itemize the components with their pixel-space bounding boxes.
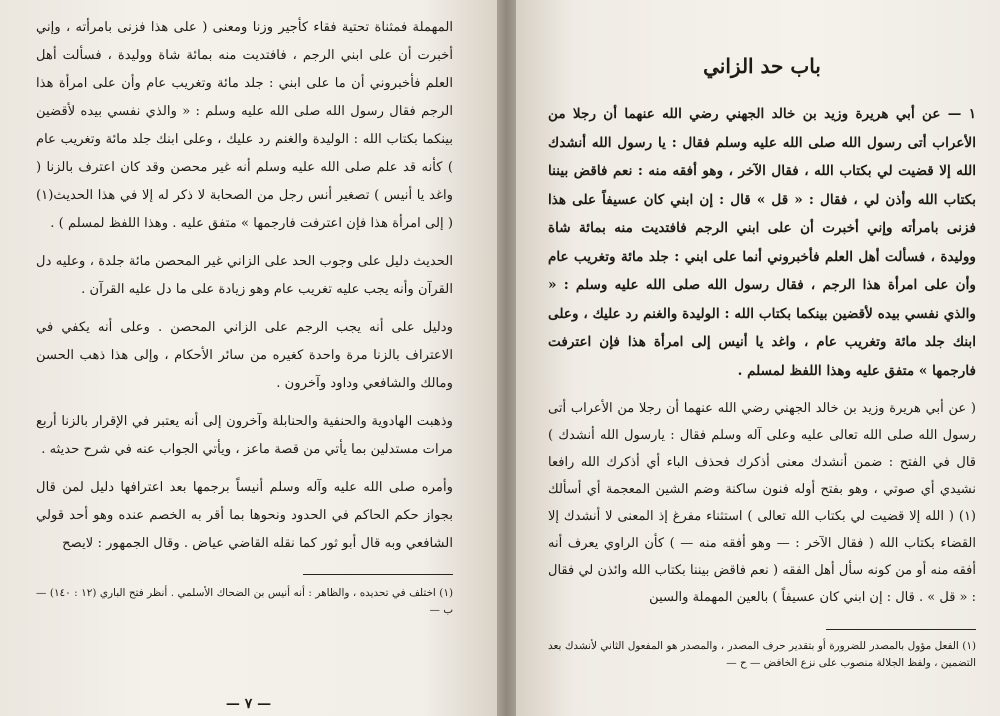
commentary-paragraph: ( عن أبي هريرة وزيد بن خالد الجهني رضي الله عنهما أن رجلا من الأعراب أتى رسول الله صلى الله تعالى عليه وعلى آله وسلم فقال : يارسول الله أنشدك ) قال في الفتح : ضمن أنشدك معنى أذكرك فحذف الباء أي أذكرك الله رافعا نشيدي أي صوتي ، وهو بفتح أوله فنون ساكنة وضم الشين المعجمة أي أسألك (١) ( الله إلا قضيت لي بكتاب الله تعالى ) استثناء مفرغ إذ المعنى لا أنشدك إلا القضاء بكتاب الله ( فقال الآخر : — وهو أفقه منه — ) كأن الراوي يعرف أنه أفقه منه أو من كونه سأل أهل الفقه ( نعم فاقض بيننا بكتاب الله وائذن لي فقال : « قل » . قال : إن ابني كان عسيفاً ) بالعين المهملة والسين [548,401,976,605]
left-paragraph: الحديث دليل على وجوب الحد على الزاني غير المحصن مائة جلدة ، وعليه دل القرآن وأنه يجب عليه تغريب عام وهو زيادة على ما دل عليه القرآن . [36,254,453,297]
hadith-text: ١ — عن أبي هريرة وزيد بن خالد الجهني رضي الله عنهما أن رجلا من الأعراب أتى رسول الله صلى الله عليه وسلم فقال : يا رسول الله أنشدك الله إلا قضيت لي بكتاب الله ، فقال الآخر ، وهو أفقه منه : نعم فاقض بيننا بكتاب الله وأذن لي ، فقال : « قل » قال : إن ابني كان عسيفاً على هذا فزنى بامرأته وإني أخبرت أن على ابني الرجم فافتديت منه بمائة شاة ووليدة ، فسألت أهل العلم فأخبروني أنما على ابني : جلد مائة وتغريب عام وأن على امرأة هذا الرجم ، فقال رسول الله صلى الله عليه وسلم : « والذي نفسي بيده لأقضين بينكما بكتاب الله : الوليدة والغنم رد عليك ، وعلى ابنك جلد مائة وتغريب عام ، واغد يا أنيس إلى امرأة هذا فإن اعترفت فارجمها » متفق عليه وهذا اللفظ لمسلم . [548,106,976,379]
left-page [0,0,497,716]
left-footnote: (١) اختلف في تحديده ، والظاهر : أنه أنيس بن الضحاك الأسلمي . أنظر فتح الباري (١٢ : ١٤٠) — ب — [36,587,453,616]
left-page-body [36,14,453,558]
page-number: — ٧ — [225,696,272,712]
left-paragraph: المهملة فمثناة تحتية فقاء كأجير وزنا ومعنى ( على هذا فزنى بامرأته ، وإني أخبرت أن على ابني الرجم ، فافتديت منه بمائة شاة ووليدة ، فسألت أهل العلم فأخبروني أن ما على ابني : جلد مائة وتغريب عام وأن على امرأة هذا الرجم فقال رسول الله صلى الله عليه وسلم : « والذي نفسي بيده لأقضين بينكما بكتاب الله : الوليدة والغنم رد عليك ، وعلى ابنك جلد مائة وتغريب عام ) كأنه قد علم صلى الله عليه وسلم أنه غير محصن وقد كان اعترف بالزنا ( واغد يا أنيس ) تصغير أنس رجل من الصحابة لا ذكر له إلا في هذا الحديث(١) ( إلى امرأة هذا فإن اعترفت فارجمها » متفق عليه . وهذا اللفظ لمسلم ) . [36,20,453,231]
left-paragraph: وذهبت الهادوية والحنفية والحنابلة وآخرون إلى أنه يعتبر في الإقرار بالزنا أربع مرات مستدلين بما يأتي من قصة ماعز ، ويأتي الجواب عنه في شرح حديثه . [36,414,453,457]
footnote-divider [826,629,976,630]
chapter-title: باب حد الزاني [703,54,821,78]
book-gutter [497,0,516,716]
footnote-divider [303,574,453,575]
commentary-block [548,395,976,611]
right-page [516,0,1000,716]
left-paragraph: وأمره صلى الله عليه وآله وسلم أنيساً برجمها بعد اعترافها دليل لمن قال بجواز حكم الحاكم في الحدود ونحوها بما أقر به الخصم عنده وهو أحد قولي الشافعي وبه قال أبو ثور كما نقله القاضي عياض . وقال الجمهور : لايصح [36,480,453,551]
right-footnote: (١) الفعل مؤول بالمصدر للضرورة أو بتقدير حرف المصدر ، والمصدر هو المفعول الثاني لأنشدك بعد التضمين ، ولفظ الجلالة منصوب على نزع الخافض — ح — [548,640,976,669]
left-paragraph: ودليل على أنه يجب الرجم على الزاني المحصن . وعلى أنه يكفي في الاعتراف بالزنا مرة واحدة كغيره من سائر الأحكام ، وإلى هذا ذهب الحسن ومالك والشافعي وداود وآخرون . [36,320,453,391]
